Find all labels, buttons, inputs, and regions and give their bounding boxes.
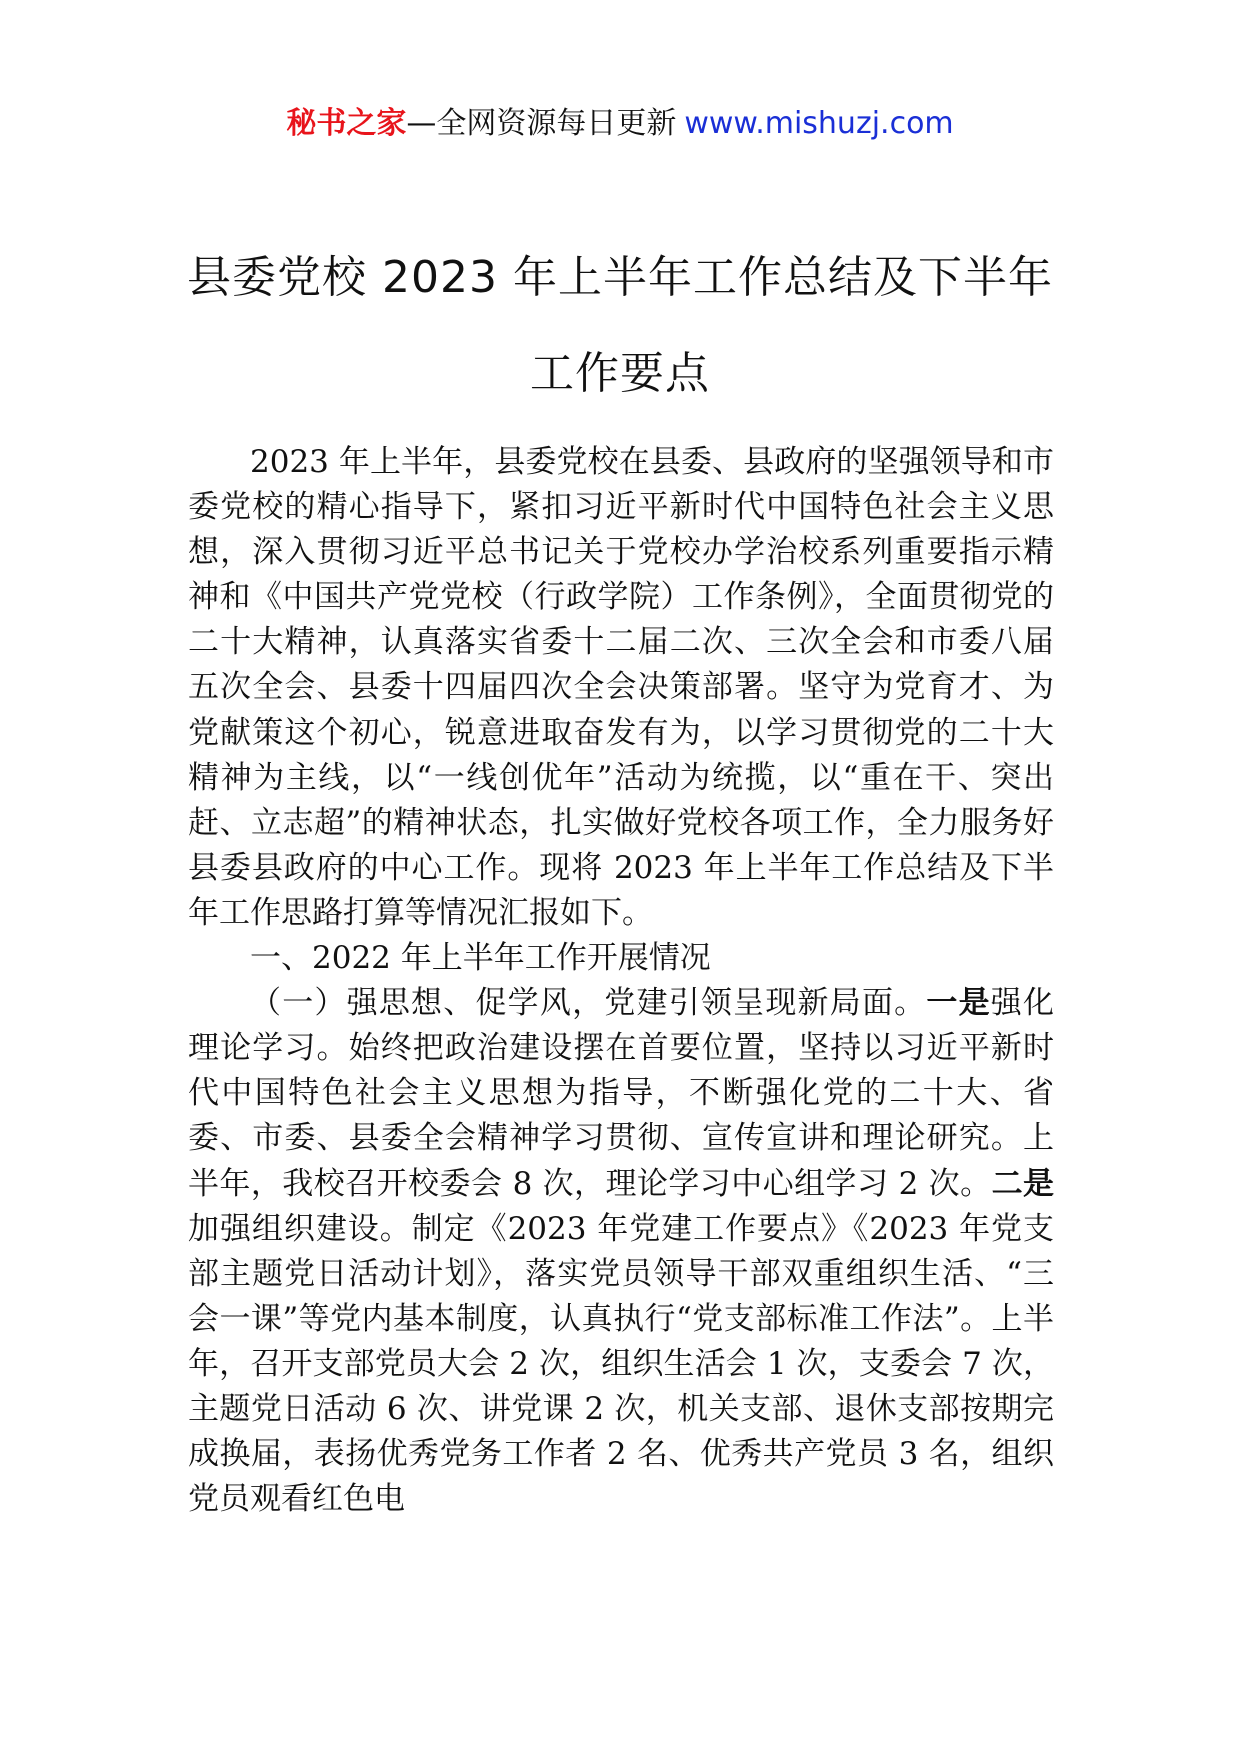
intro-paragraph: 2023 年上半年，县委党校在县委、县政府的坚强领导和市委党校的精心指导下，紧扣习近平新时代中国特色社会主义思想，深入贯彻习近平总书记关于党校办学治校系列重要指示精神和《中国共产党党校（行政学院）工作条例》，全面贯彻党的二十大精神，认真落实省委十二届二次、三次全会和市委八届五次全会、县委十四届四次全会决策部署。坚守为党育才、为党献策这个初心，锐意进取奋发有为，以学习贯彻党的二十大精神为主线，以“一线创优年”活动为统揽，以“重在干、突出赶、立志超”的精神状态，扎实做好党校各项工作，全力服务好县委县政府的中心工作。现将 2023 年上半年工作总结及下半年工作思路打算等情况汇报如下。 (188, 444, 1054, 931)
title-line-1: 县委党校 2023 年上半年工作总结及下半年 (187, 252, 1053, 303)
brand-name: 秘书之家 (286, 106, 407, 141)
paragraph-text: 加强组织建设。制定《2023 年党建工作要点》《2023 年党支部主题党日活动计划》，落实党员领导干部双重组织生活、“三会一课”等党内基本制度，认真执行“党支部标准工作法”。上半年，召开支部党员大会 2 次，组织生活会 1 次，支委会 7 次，主题党日活动 6 次、讲党课 2 次，机关支部、退休支部按期完成换届，表扬优秀党务工作者 2 名、优秀共产党员 3 名，组织党员观看红色电 (188, 1210, 1054, 1518)
subsection-heading: （一）强思想、促学风，党建引领呈现新局面。 (250, 985, 927, 1022)
site-header (0, 104, 1240, 144)
bold-marker-second: 二是 (991, 1165, 1054, 1202)
section-heading: 一、2022 年上半年工作开展情况 (250, 940, 711, 977)
paragraph-text: 强化理论学习。始终把政治建设摆在首要位置，坚持以习近平新时代中国特色社会主义思想为指导，不断强化党的二十大、省委、市委、县委全会精神学习贯彻、宣传宣讲和理论研究。上半年，我校召开校委会 8 次，理论学习中心组学习 2 次。 (188, 985, 1055, 1202)
document-body (188, 440, 1054, 1522)
title-line-2: 工作要点 (530, 348, 710, 399)
website-link[interactable]: www.mishuzj.com (684, 106, 954, 141)
bold-marker-first: 一是 (926, 985, 991, 1022)
document-title (150, 230, 1090, 422)
section-paragraph (188, 981, 1054, 1522)
header-tagline: —全网资源每日更新 (406, 106, 677, 141)
